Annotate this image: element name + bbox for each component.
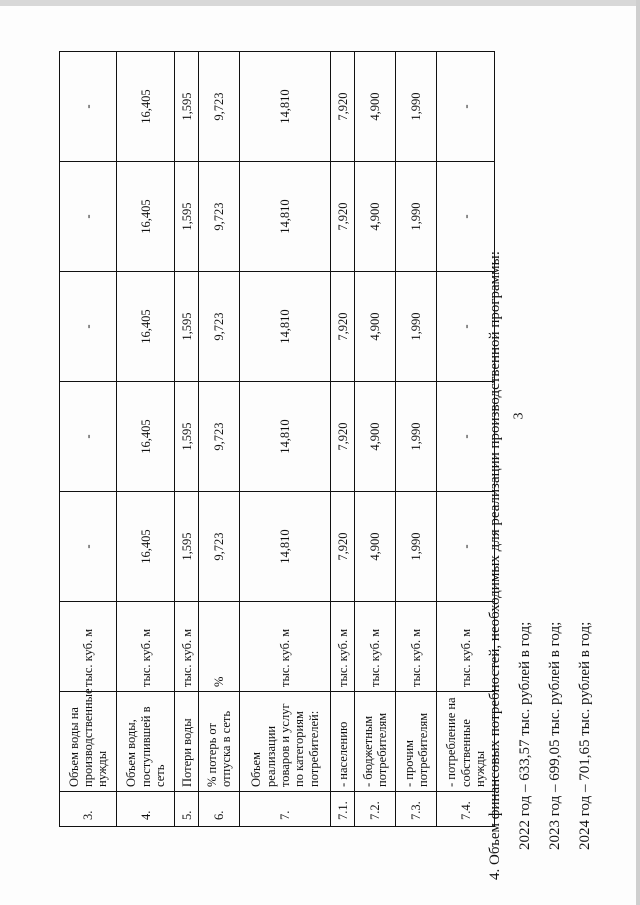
section-4-heading: 4. Объем финансовых потребностей, необходимых для реализации производственной программы: [487,251,503,880]
value-cell: 9,723 [199,272,240,382]
value-cell: - [60,52,117,162]
value-cell: 14,810 [240,382,330,492]
value-cell: 1,595 [174,162,199,272]
row-number-cell: 7.2. [355,792,396,827]
value-cell: - [437,382,495,492]
unit-cell: тыс. куб. м [396,602,437,692]
value-cell: 9,723 [199,162,240,272]
value-cell: 1,595 [174,492,199,602]
table-row [60,52,117,827]
indicator-name-cell: Объем воды на производственные нужды [60,692,117,792]
value-cell: 4,900 [355,52,396,162]
row-number-cell: 7. [240,792,330,827]
value-cell: - [437,492,495,602]
section-4 [480,0,640,880]
value-cell: - [60,272,117,382]
value-cell: 1,990 [396,52,437,162]
page-number: 3 [511,412,527,420]
value-cell: 14,810 [240,272,330,382]
value-cell: 1,595 [174,272,199,382]
value-cell: 16,405 [117,272,174,382]
indicator-name-cell: - бюджетным потребителям [355,692,396,792]
indicator-name-cell: Потери воды [174,692,199,792]
section-4-line-2023: 2023 год – 699,05 тыс. рублей в год; [547,621,563,850]
value-cell: 9,723 [199,52,240,162]
value-cell: 16,405 [117,162,174,272]
indicator-name-cell: - потребление на собственные нужды [437,692,495,792]
unit-cell: тыс. куб. м [240,602,330,692]
row-number-cell: 7.1. [330,792,355,827]
value-cell: - [437,52,495,162]
row-number-cell: 6. [199,792,240,827]
section-4-line-2024: 2024 год – 701,65 тыс. рублей в год; [577,621,593,850]
table-row [330,52,355,827]
table-row [355,52,396,827]
table-row [396,52,437,827]
value-cell: 1,990 [396,382,437,492]
value-cell: 7,920 [330,492,355,602]
value-cell: 1,990 [396,492,437,602]
unit-cell: тыс. куб. м [60,602,117,692]
value-cell: 14,810 [240,162,330,272]
value-cell: 16,405 [117,492,174,602]
indicator-name-cell: - населению [330,692,355,792]
value-cell: 7,920 [330,382,355,492]
table-row [117,52,174,827]
row-number-cell: 7.4. [437,792,495,827]
indicator-name-cell: Объем воды, поступившей в сеть [117,692,174,792]
value-cell: 14,810 [240,492,330,602]
value-cell: 16,405 [117,52,174,162]
indicator-name-cell: - прочим потребителям [396,692,437,792]
section-4-line-2022: 2022 год – 633,57 тыс. рублей в год; [517,621,533,850]
unit-cell: тыс. куб. м [174,602,199,692]
value-cell: 1,990 [396,162,437,272]
value-cell: 1,595 [174,382,199,492]
table-row [174,52,199,827]
value-cell: 1,595 [174,52,199,162]
unit-cell: тыс. куб. м [437,602,495,692]
unit-cell: тыс. куб. м [117,602,174,692]
value-cell: 7,920 [330,162,355,272]
value-cell: 1,990 [396,272,437,382]
value-cell: 7,920 [330,272,355,382]
unit-cell: тыс. куб. м [330,602,355,692]
value-cell: 7,920 [330,52,355,162]
value-cell: - [60,162,117,272]
value-cell: - [437,272,495,382]
indicators-table-wrapper [59,52,495,827]
value-cell: 9,723 [199,382,240,492]
value-cell: - [60,382,117,492]
value-cell: 4,900 [355,492,396,602]
row-number-cell: 7.3. [396,792,437,827]
unit-cell: % [199,602,240,692]
value-cell: 14,810 [240,52,330,162]
value-cell: 4,900 [355,272,396,382]
indicators-table [59,51,495,827]
indicator-name-cell: Объем реализации товаров и услуг по категориям потребителей: [240,692,330,792]
table-row [240,52,330,827]
value-cell: 16,405 [117,382,174,492]
value-cell: 9,723 [199,492,240,602]
value-cell: - [60,492,117,602]
row-number-cell: 4. [117,792,174,827]
unit-cell: тыс. куб. м [355,602,396,692]
table-row [199,52,240,827]
indicator-name-cell: % потерь от отпуска в сеть [199,692,240,792]
value-cell: 4,900 [355,162,396,272]
value-cell: 4,900 [355,382,396,492]
value-cell: - [437,162,495,272]
row-number-cell: 3. [60,792,117,827]
row-number-cell: 5. [174,792,199,827]
